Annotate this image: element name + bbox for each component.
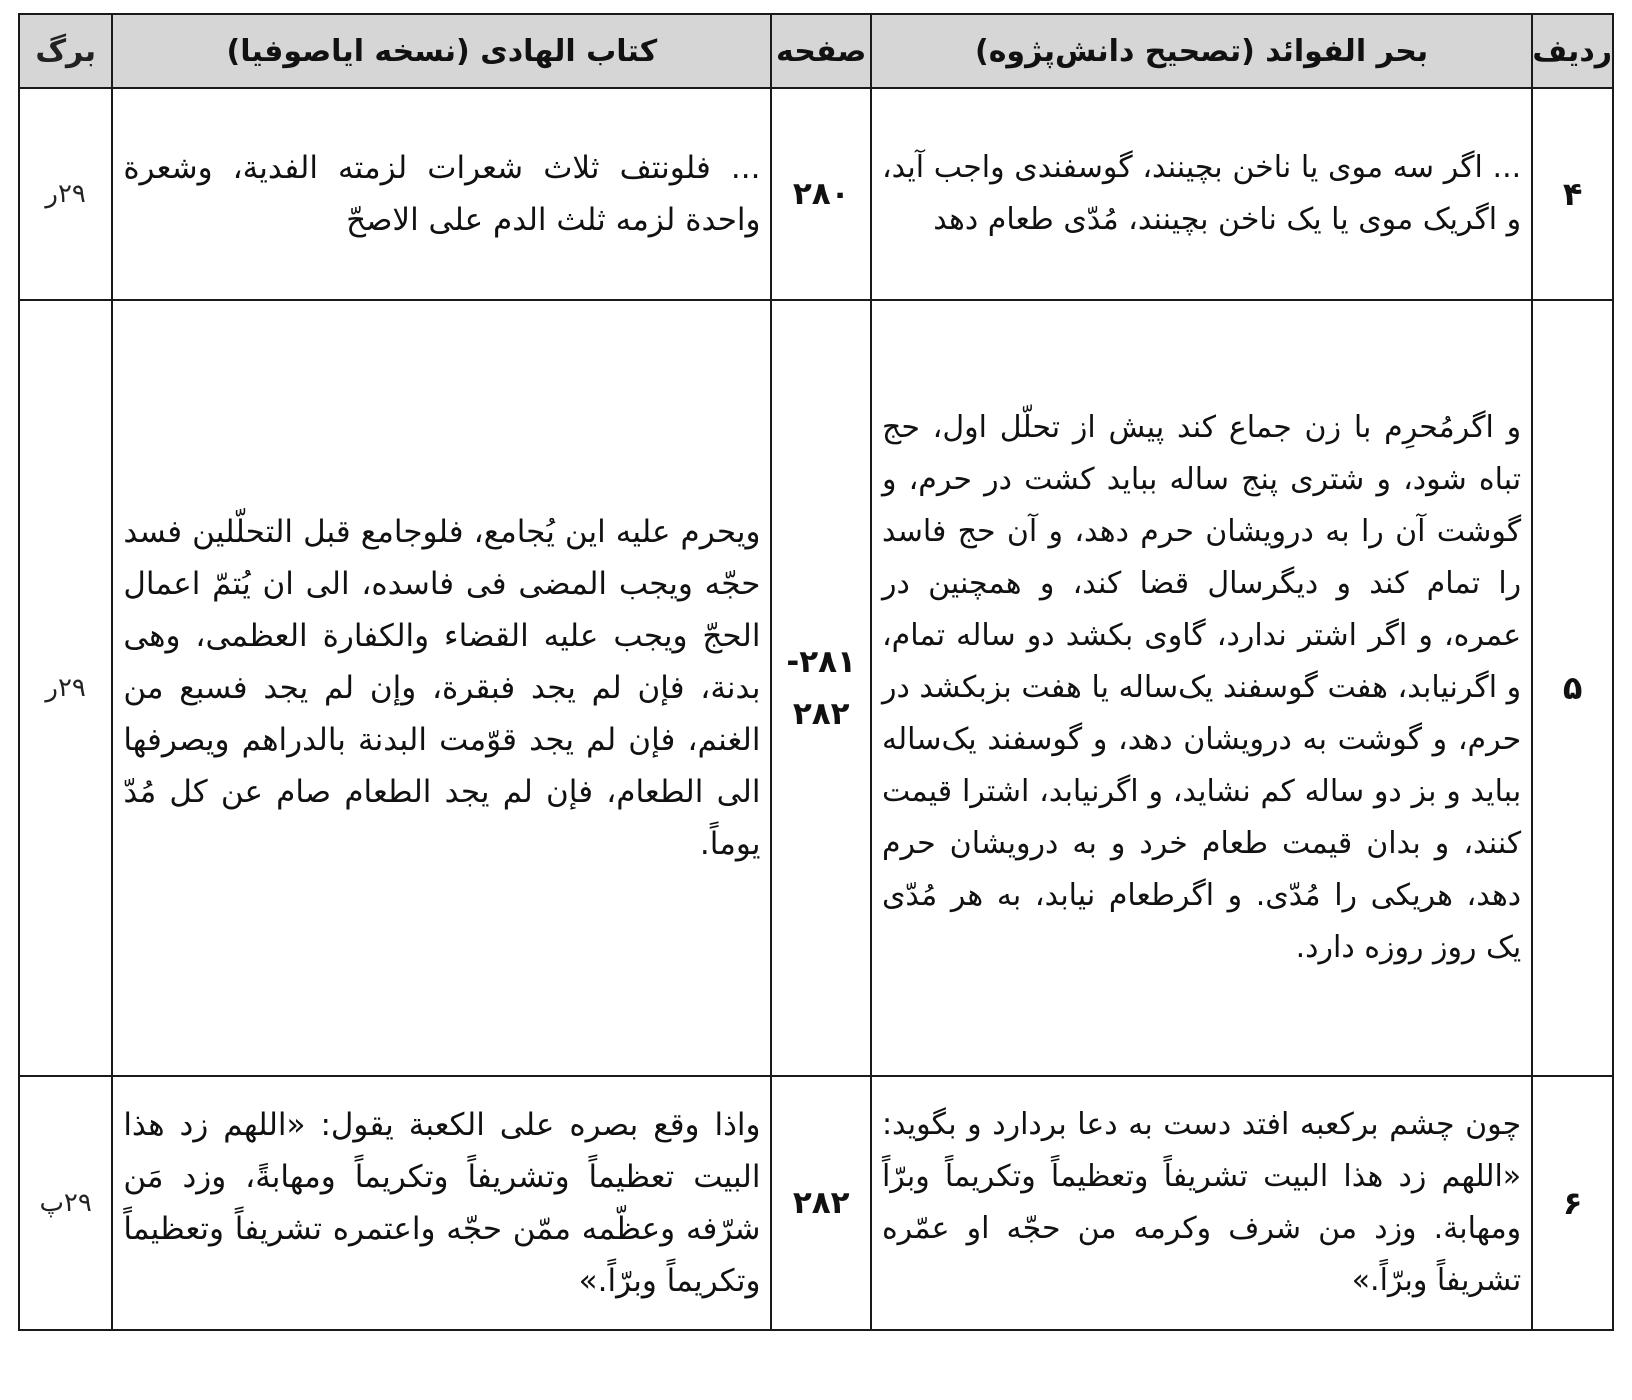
page-number: ۲۸۱- ۲۸۲ <box>771 300 870 1076</box>
bahr-text: چون چشم برکعبه افتد دست به دعا بردارد و بگوید: «اللهم زد هذا البیت تشریفاً وتعظیماً وتکریماً وبرّاً ومهابة. وزد من شرف وکرمه من حجّه او عمّره تشریفاً وبرّاً.» <box>871 1076 1532 1330</box>
hadi-text: واذا وقع بصره على الكعبة يقول: «اللهم زد هذا البيت تعظيماً وتشريفاً وتكريماً ومهابةً، وزد مَن شرّفه وعظّمه ممّن حجّه واعتمره تشريفاً وتعظيماً وتكريماً وبرّاً.» <box>112 1076 771 1330</box>
bahr-text: و اگرمُحرِم با زن جماع کند پیش از تحلّل اول، حج تباه شود، و شتری پنج ساله بباید کشت در حرم، و گوشت آن را به درویشان حرم دهد، و آن حج فاسد را تمام کند و دیگرسال قضا کند، و همچنین در عمره، و اگر اشتر ندارد، گاوی بکشد دو ساله تمام، و اگرنیابد، هفت گوسفند یک‌ساله یا هفت بزبکشد در حرم، و گوشت به درویشان دهد، و گوسفند یک‌ساله بباید و بز دو ساله کم نشاید، و اگرنیابد، اشترا قیمت کنند، و بدان قیمت طعام خرد و به درویشان حرم دهد، هریکی را مُدّی. و اگرطعام نیابد، به هر مُدّی یک روز روزه دارد. <box>871 300 1532 1076</box>
hadi-text: ... فلونتف ثلاث شعرات لزمته الفدية، وشعرة واحدة لزمه ثلث الدم على الاصحّ <box>112 88 771 300</box>
table-row <box>19 300 1613 1076</box>
row-number: ۶ <box>1532 1076 1613 1330</box>
table-row <box>19 88 1613 300</box>
header-page: صفحه <box>771 14 870 88</box>
header-leaf: برگ <box>19 14 112 88</box>
row-number: ۴ <box>1532 88 1613 300</box>
page-number: ۲۸۰ <box>771 88 870 300</box>
table-header-row <box>19 14 1613 88</box>
row-number: ۵ <box>1532 300 1613 1076</box>
leaf-number: ۲۹پ <box>19 1076 112 1330</box>
header-bahr-al-fawaid: بحر الفوائد (تصحیح دانش‌پژوه) <box>871 14 1532 88</box>
leaf-number: ۲۹ر <box>19 300 112 1076</box>
table-row <box>19 1076 1613 1330</box>
header-kitab-al-hadi: کتاب الهادی (نسخه ایاصوفیا) <box>112 14 771 88</box>
hadi-text: ويحرم عليه اين يُجامع، فلوجامع قبل التحلّلين فسد حجّه ويجب المضى فى فاسده، الى ان يُتمّ اعمال الحجّ ويجب عليه القضاء والكفارة العظمى، وهى بدنة، فإن لم يجد فبقرة، وإن لم يجد فسبع من الغنم، فإن لم يجد قوّمت البدنة بالدراهم ويصرفها الى الطعام، فإن لم يجد الطعام صام عن كل مُدّ يوماً. <box>112 300 771 1076</box>
bahr-text: ... اگر سه موی یا ناخن بچینند، گوسفندی واجب آید، و اگریک موی یا یک ناخن بچینند، مُدّی طعام دهد <box>871 88 1532 300</box>
leaf-number: ۲۹ر <box>19 88 112 300</box>
comparison-table <box>18 13 1614 1331</box>
page-number: ۲۸۲ <box>771 1076 870 1330</box>
header-row-number: ردیف <box>1532 14 1613 88</box>
